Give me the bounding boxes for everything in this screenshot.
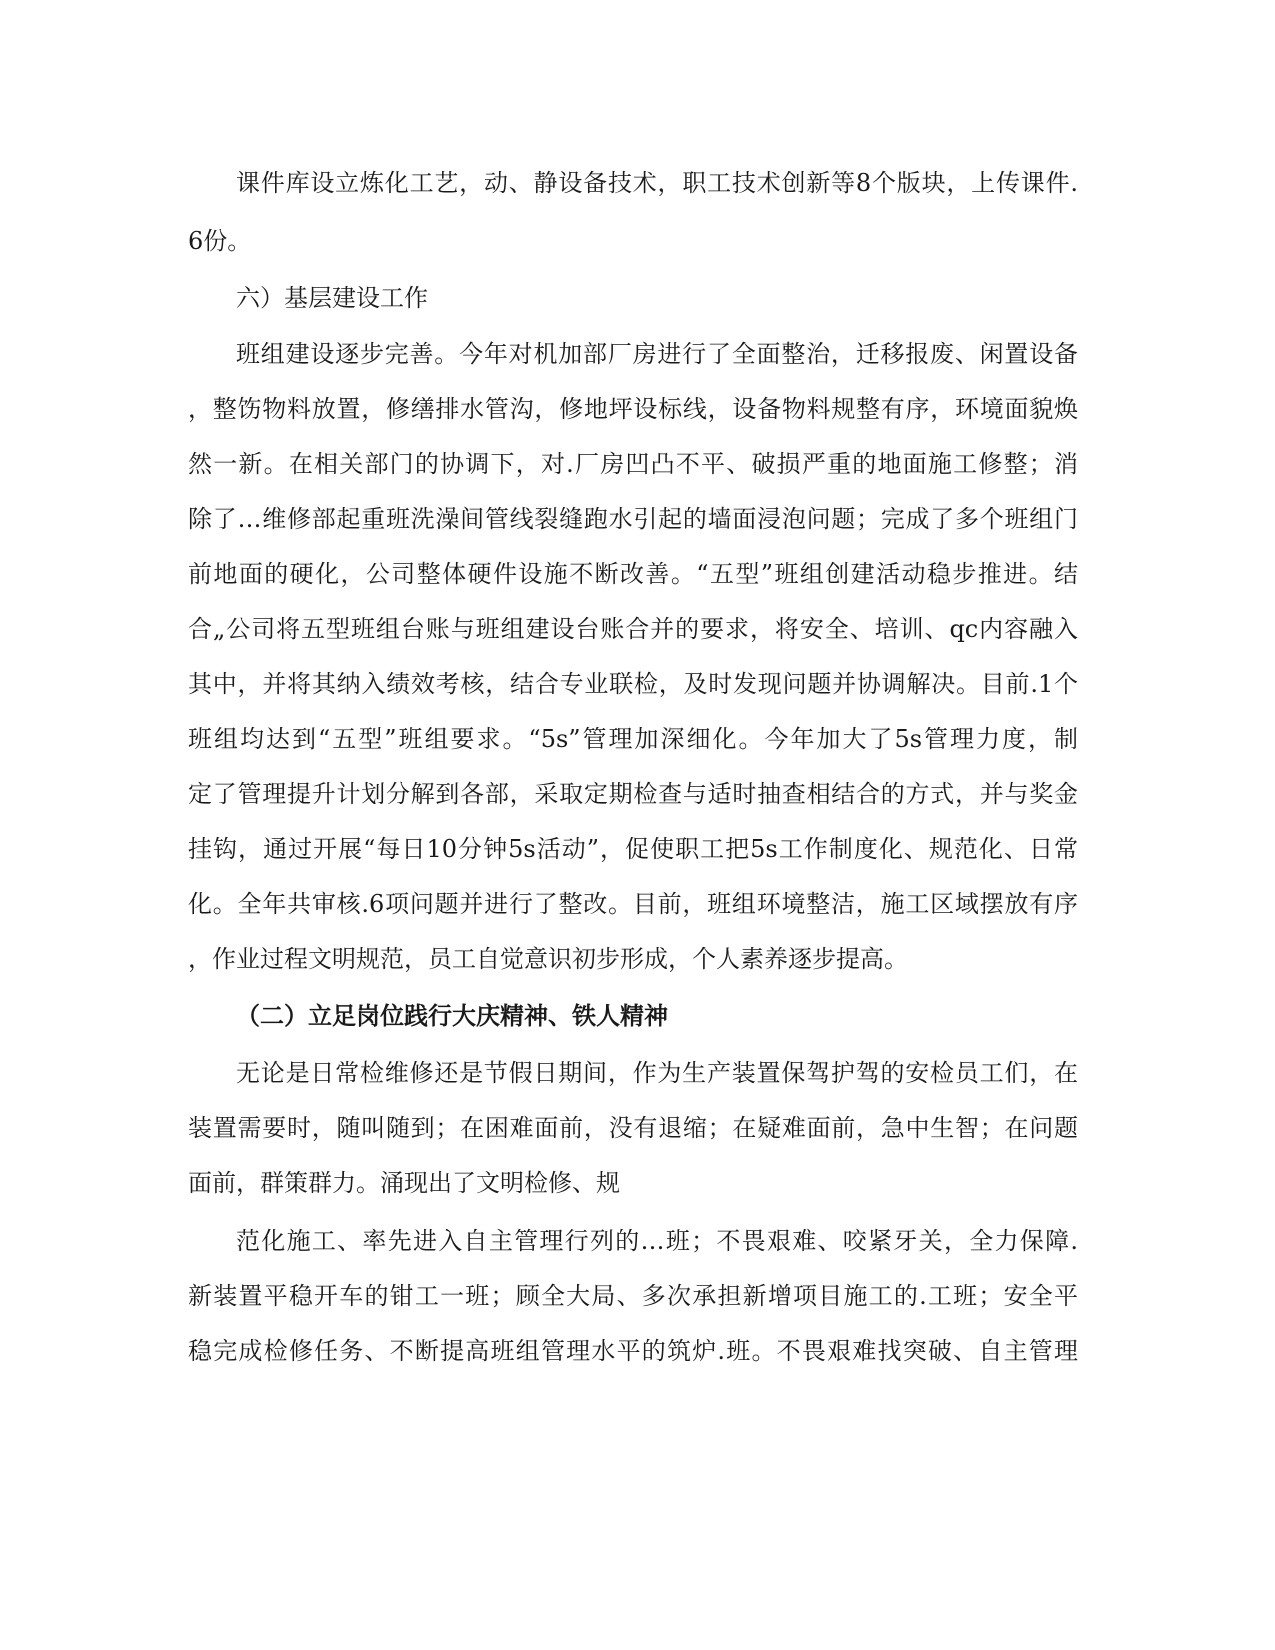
paragraph-line: 6份。 <box>188 227 252 255</box>
paragraph-line: 无论是日常检维修还是节假日期间，作为生产装置保驾护驾的安检员工们，在 <box>236 1059 1078 1087</box>
section-heading-bold: （二）立足岗位践行大庆精神、铁人精神 <box>236 1001 668 1030</box>
paragraph-line: 除了…维修部起重班洗澡间管线裂缝跑水引起的墙面浸泡问题；完成了多个班组门 <box>188 505 1078 533</box>
paragraph-line: 稳完成检修任务、不断提高班组管理水平的筑炉.班。不畏艰难找突破、自主管理 <box>188 1337 1078 1365</box>
paragraph-line: 范化施工、率先进入自主管理行列的…班；不畏艰难、咬紧牙关，全力保障. <box>236 1227 1078 1255</box>
paragraph-line: 班组建设逐步完善。今年对机加部厂房进行了全面整治，迁移报废、闲置设备 <box>236 340 1078 368</box>
section-heading: 六）基层建设工作 <box>236 284 428 312</box>
paragraph-line: 装置需要时，随叫随到；在困难面前，没有退缩；在疑难面前，急中生智；在问题 <box>188 1114 1078 1142</box>
paragraph-line: 挂钩，通过开展“每日10分钟5s活动”，促使职工把5s工作制度化、规范化、日常 <box>188 835 1078 863</box>
paragraph-line: 定了管理提升计划分解到各部，采取定期检查与适时抽查相结合的方式，并与奖金 <box>188 780 1078 808</box>
paragraph-line: ，整饬物料放置，修缮排水管沟，修地坪设标线，设备物料规整有序，环境面貌焕 <box>188 395 1078 423</box>
paragraph-line: 面前，群策群力。涌现出了文明检修、规 <box>188 1169 620 1197</box>
paragraph-line: 合„公司将五型班组台账与班组建设台账合并的要求，将安全、培训、qc内容融入 <box>188 615 1078 643</box>
paragraph-line: 然一新。在相关部门的协调下，对.厂房凹凸不平、破损严重的地面施工修整；消 <box>188 450 1078 478</box>
paragraph-line: 其中，并将其纳入绩效考核，结合专业联检，及时发现问题并协调解决。目前.1个 <box>188 670 1078 698</box>
paragraph-line: 班组均达到“五型”班组要求。“5s”管理加深细化。今年加大了5s管理力度，制 <box>188 725 1078 753</box>
paragraph-line: 前地面的硬化，公司整体硬件设施不断改善。“五型”班组创建活动稳步推进。结 <box>188 560 1078 588</box>
paragraph-line: 化。全年共审核.6项问题并进行了整改。目前，班组环境整洁，施工区域摆放有序 <box>188 890 1078 918</box>
paragraph-line: 新装置平稳开车的钳工一班；顾全大局、多次承担新增项目施工的.工班；安全平 <box>188 1282 1078 1310</box>
paragraph-line: ，作业过程文明规范，员工自觉意识初步形成，个人素养逐步提高。 <box>188 945 908 973</box>
paragraph-line: 课件库设立炼化工艺，动、静设备技术，职工技术创新等8个版块，上传课件. <box>236 169 1078 197</box>
